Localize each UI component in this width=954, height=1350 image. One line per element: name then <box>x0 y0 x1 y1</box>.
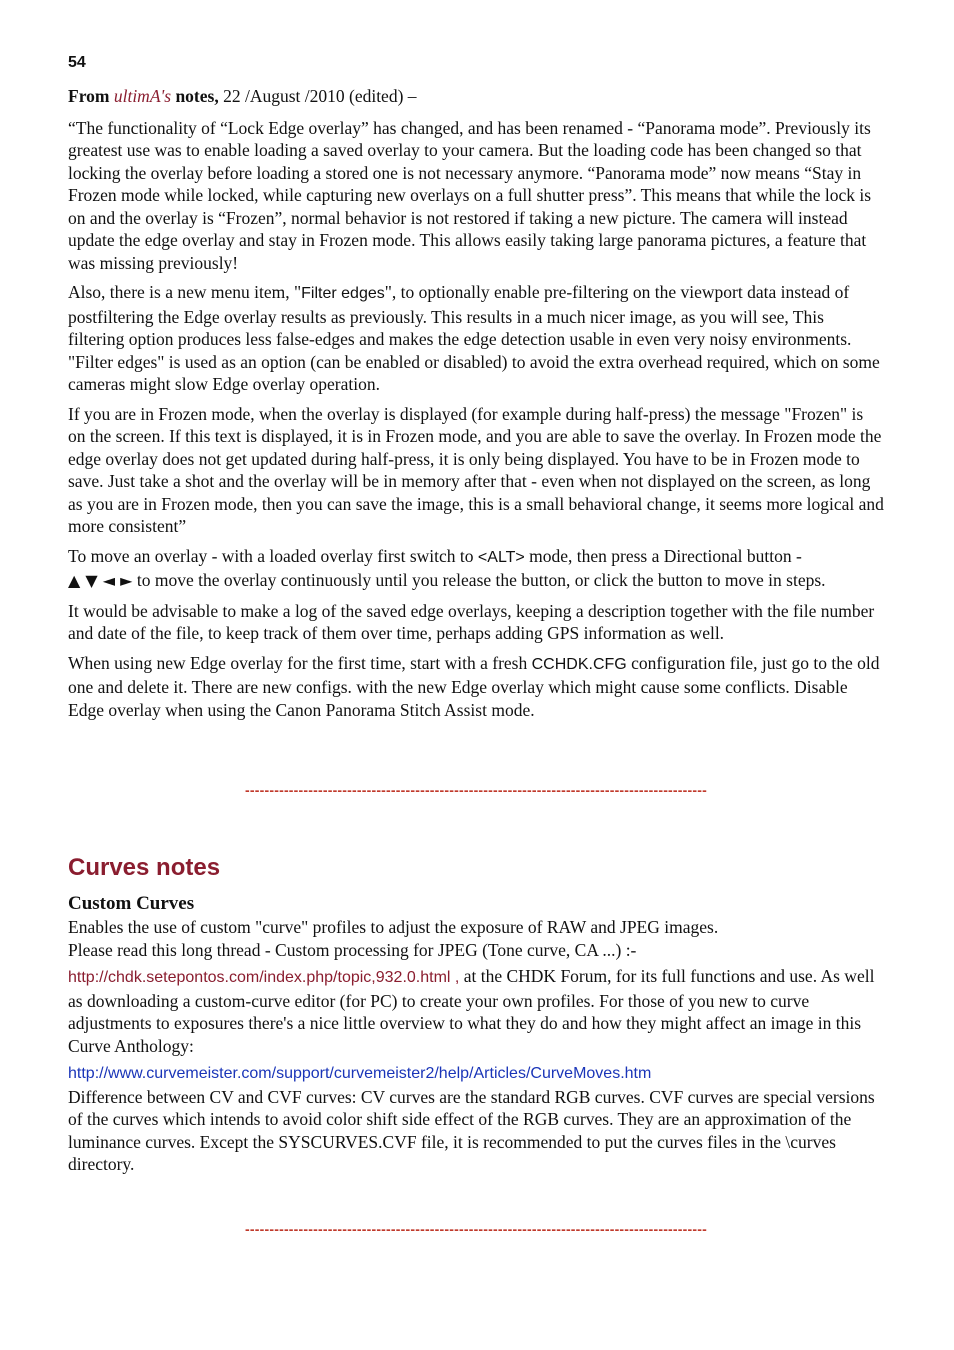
notes-header <box>68 85 884 108</box>
paragraph-filter-edges: Also, there is a new menu item, "Filter edges", to optionally enable pre-filtering on the viewport data instead of postfiltering the Edge overlay results as previously. This results in a much nicer image, as you will see, This filtering option produces less false-edges and makes the edge detection usable in even very noisy environments. "Filter edges" is used as an option (can be enabled or disabled) to avoid the extra overhead required, which on some cameras might slow Edge overlay operation. <box>68 282 880 394</box>
curvemeister-link-line <box>68 1061 884 1086</box>
section-divider-bottom: ----------------------------------------------------------------------------------------------- <box>245 1220 707 1237</box>
paragraph-move-overlay: To move an overlay - with a loaded overlay first switch to <ALT> mode, then press a Directional button - ▲ ▼ ◄ ► to move the overlay continuously until you release the button, or click the button to move in steps. <box>68 545 826 590</box>
notes-label: notes, <box>175 86 219 106</box>
paragraph-cfg-file: When using new Edge overlay for the first time, start with a fresh CCHDK.CFG configuration file, just go to the old one and delete it. There are new configs. with the new Edge overlay which might cause some conflicts. Disable Edge overlay when using the Canon Panorama Stitch Assist mode. <box>68 652 880 720</box>
directional-arrows-icon: ▲ ▼ ◄ ► <box>68 571 133 590</box>
paragraph-panorama-mode: “The functionality of “Lock Edge overlay” has changed, and has been renamed - “Panorama mode”. Previously its greatest use was to enable loading a saved overlay to your camera. But the loading code has been changed so that locking the overlay before loading a stored one is not necessary anymore. “Panorama mode” now means “Stay in Frozen mode while locked, while capturing new overlays on a full shutter press”. This means that while the lock is on and the overlay is “Frozen”, normal behavior is not restored if taking a new picture. The camera will instead update the edge overlay and stay in Frozen mode. This allows easily taking large panorama pictures, a feature that was missing previously! <box>68 117 872 273</box>
paragraph-frozen-mode: If you are in Frozen mode, when the overlay is displayed (for example during half-press) the message "Frozen" is on the screen. If this text is displayed, it is in Frozen mode, and you are able to save the overlay. In Frozen mode the edge overlay does not get updated during half-press, it is only being displayed. You have to be in Frozen mode to save. Just take a shot and the overlay will be in memory after that - even when not displayed on the screen, as long as you are in Frozen mode, then you can save the image, this is a small behavioral change, it seems more logical and more consistent” <box>68 403 884 536</box>
paragraph-overlay-log: It would be advisable to make a log of the saved edge overlays, keeping a description together with the file number and date of the file, to keep track of them over time, perhaps adding GPS information as well. <box>68 600 875 643</box>
paragraph-cv-cvf: Difference between CV and CVF curves: CV curves are the standard RGB curves. CVF curves are special versions of the curves which intends to avoid color shift side effect of the RGB curves. They are an approximation of the luminance curves. Except the SYSCURVES.CVF file, it is recommended to put the curves files in the \curves directory. <box>68 1086 875 1174</box>
menu-item-filter-edges: Filter edges <box>301 285 385 302</box>
section-divider: ----------------------------------------------------------------------------------------------- <box>245 782 707 798</box>
document-page <box>68 54 884 1237</box>
chdk-forum-link[interactable]: http://chdk.setepontos.com/index.php/topic,932.0.html , <box>68 969 460 986</box>
curvemeister-link[interactable]: http://www.curvemeister.com/support/curvemeister2/help/Articles/CurveMoves.htm <box>68 1065 652 1082</box>
curves-intro: Enables the use of custom "curve" profiles to adjust the exposure of RAW and JPEG images. <box>68 917 719 937</box>
curves-thread-note: Please read this long thread - Custom processing for JPEG (Tone curve, CA ...) :- <box>68 939 637 960</box>
notes-date: 22 /August /2010 (edited) – <box>218 86 417 106</box>
paragraph-chdk-forum: http://chdk.setepontos.com/index.php/topic,932.0.html , at the CHDK Forum, for its full functions and use. As well as downloading a custom-curve editor (for PC) to create your own profiles. For those of you new to curve adjustments to exposures there's a nice little overview to what they do and how they might affect an image in this Curve Anthology: <box>68 966 875 1056</box>
from-label: From <box>68 86 110 106</box>
author-name: ultimA's <box>113 86 172 106</box>
page-number: 54 <box>68 54 86 71</box>
cfg-filename: CCHDK.CFG <box>531 655 627 673</box>
subsection-title: Custom Curves <box>68 893 195 914</box>
section-title: Curves notes <box>68 854 221 881</box>
alt-key-label: <ALT> <box>477 548 525 566</box>
